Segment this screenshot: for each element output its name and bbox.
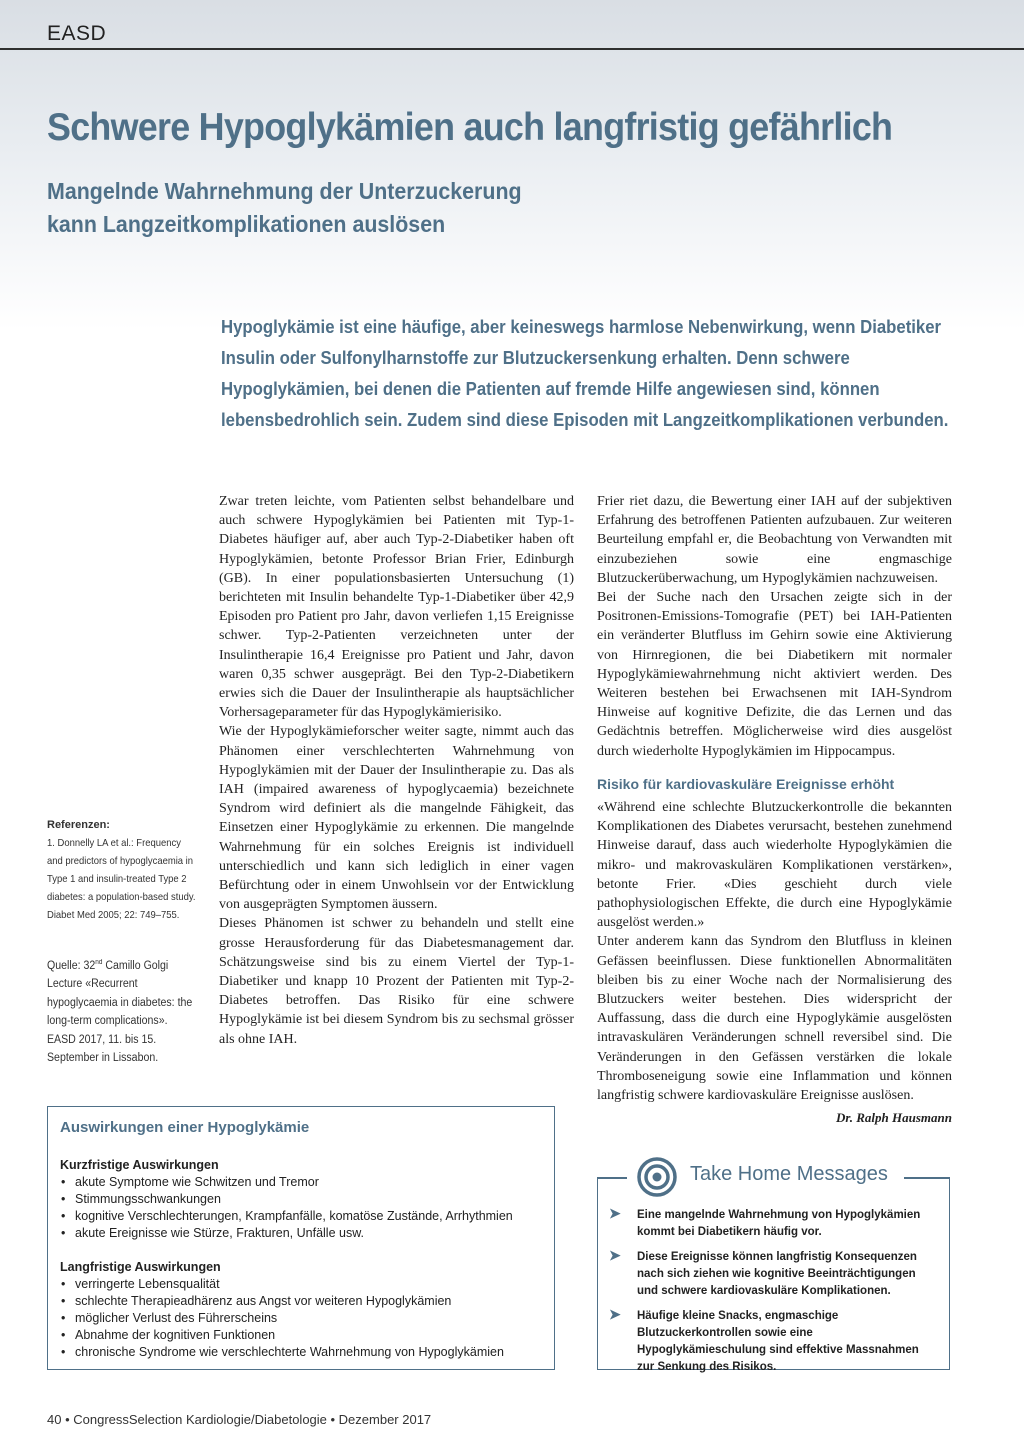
body-paragraph: Unter anderem kann das Syndrom den Blutfluss in kleinen Gefässen beeinflussen. Diese funktionellen Abnormalitäten bleiben bis zu einer Woche nach der Normalisierung des Blutzuckers weiter bestehen. Dies widerspricht der Auffassung, dass die durch eine Hypoglykämie ausgelösten intravaskulären Veränderungen schnell reversibel sind. Die Veränderungen in den Gefässen verstärken die lokale Thromboseneigung sowie eine Inflammation und können langfristig schwere kardiovaskuläre Ereignisse auslösen. <box>597 934 952 1104</box>
take-home-item <box>609 1308 939 1376</box>
short-term-list <box>60 1174 540 1242</box>
list-item: • akute Symptome wie Schwitzen und Tremor <box>60 1174 540 1191</box>
list-item: • akute Ereignisse wie Stürze, Frakturen, Unfälle usw. <box>60 1225 540 1242</box>
article-subtitle <box>47 175 642 241</box>
subtitle-line-1: Mangelnde Wahrnehmung der Unterzuckerung <box>47 178 522 204</box>
take-home-item <box>609 1249 939 1300</box>
section-subheading: Risiko für kardiovaskuläre Ereignisse erhöht <box>597 775 895 792</box>
body-paragraph: Dieses Phänomen ist schwer zu behandeln und stellt eine grosse Herausforderung für das Diabetesmanagement dar. Schätzungsweise sind bis zu einem Viertel der Typ-1-Diabetiker und knapp 10 Prozent der Patienten mit Typ-2-Diabetes betroffen. Das Risiko für eine schwere Hypoglykämie ist bei diesem Syndrom bis zu sechsmal grösser als ohne IAH. <box>219 916 574 1047</box>
references-sidebar <box>47 816 197 924</box>
reference-item: 1. Donnelly LA et al.: Frequency and predictors of hypoglycaemia in Type 1 and insulin-treated Type 2 diabetes: a population-based study. Diabet Med 2005; 22: 749–755. <box>47 837 196 921</box>
body-paragraph: Wie der Hypoglykämieforscher weiter sagte, nimmt auch das Phänomen einer verschlechterten Wahrnehmung von Hypoglykämien mit der Dauer der Insulintherapie zu. Das als IAH (impaired awareness of hypoglycaemia) bezeichnete Syndrom wird definiert als die mangelnde Fähigkeit, das Einsetzen einer Hypoglykämie zu erkennen. Die mangelnde Wahrnehmung für ein solches Ereignis ist individuell unterschiedlich und kann sich lediglich in einer vagen Befürchtung oder in einem Unwohlsein vor der Entwicklung von ausgeprägten Symptomen äussern. <box>219 724 574 913</box>
source-prefix: Quelle: 32 <box>47 959 96 972</box>
list-item: • möglicher Verlust des Führerscheins <box>60 1310 540 1327</box>
list-item: • schlechte Therapieadhärenz aus Angst vor weiteren Hypoglykämien <box>60 1293 540 1310</box>
body-paragraph: Bei der Suche nach den Ursachen zeigte sich in der Positronen-Emissions-Tomografie (PET) bei IAH-Patienten ein veränderter Blutfluss im Gehirn sowie eine Aktivierung von Hirnregionen, die bei Diabetikern mit normaler Hypoglykämiewahrnehmung nicht aktiviert werden. Des Weiteren bestehen bei Erwachsenen mit IAH-Syndrom Hinweise auf kognitive Defizite, die das Lernen und das Gedächtnis betreffen. Möglicherweise wird dies ausgelöst durch wiederholte Hypoglykämien im Hippocampus. <box>597 590 952 759</box>
article-title: Schwere Hypoglykämien auch langfristig gefährlich <box>47 106 893 149</box>
take-home-text: Häufige kleine Snacks, engmaschige Blutzuckerkontrollen sowie eine Hypoglykämieschulung sind effektive Massnahmen zur Senkung des Risikos. <box>637 1310 919 1373</box>
long-term-list <box>60 1276 540 1361</box>
list-item: • Stimmungsschwankungen <box>60 1191 540 1208</box>
list-item: • Abnahme der kognitiven Funktionen <box>60 1327 540 1344</box>
source-rest: Camillo Golgi Lecture «Recurrent hypoglycaemia in diabetes: the long-term complications». EASD 2017, 11. bis 15. September in Lissabon. <box>47 959 193 1065</box>
body-paragraph: «Während eine schlechte Blutzuckerkontrolle die bekannten Komplikationen des Diabetes verursacht, bestehen zunehmend Hinweise darauf, dass auch wiederholte Hypoglykämien die mikro- und makrovaskulären Komplikationen verstärken», betonte Frier. «Dies geschieht durch viele pathophysiologischen Effekte, die durch eine Hypoglykämie ausgelöst werden.» <box>597 800 952 931</box>
list-item: • chronische Syndrome wie verschlechterte Wahrnehmung von Hypoglykämien <box>60 1344 540 1361</box>
take-home-item <box>609 1207 939 1241</box>
body-paragraph: Frier riet dazu, die Bewertung einer IAH auf der subjektiven Erfahrung des betroffenen Patienten aufzubauen. Zur weiteren Beurteilung empfahl er, die Beobachtung von Verwandten mit einzubeziehen sowie eine engmaschige Blutzuckerüberwachung, um Hypoglykämien nachzuweisen. <box>597 494 952 586</box>
source-superscript: nd <box>95 959 103 966</box>
long-term-heading: Langfristige Auswirkungen <box>60 1260 221 1274</box>
page-footer: 40 • CongressSelection Kardiologie/Diabetologie • Dezember 2017 <box>47 1412 432 1427</box>
body-column-1 <box>219 492 574 1049</box>
subtitle-line-2: kann Langzeitkomplikationen auslösen <box>47 211 446 237</box>
take-home-box <box>597 1155 950 1373</box>
effects-box-title: Auswirkungen einer Hypoglykämie <box>60 1119 310 1136</box>
list-item: • kognitive Verschlechterungen, Krampfanfälle, komatöse Zustände, Arrhythmien <box>60 1208 540 1225</box>
lead-paragraph: Hypoglykämie ist eine häufige, aber keineswegs harmlose Nebenwirkung, wenn Diabetiker Insulin oder Sulfonylharnstoffe zur Blutzuckersenkung erhalten. Denn schwere Hypoglykämien, bei denen die Patienten auf fremde Hilfe angewiesen sind, können lebensbedrohlich sein. Zudem sind diese Episoden mit Langzeitkomplikationen verbunden. <box>221 317 949 430</box>
target-icon <box>637 1157 677 1197</box>
short-term-group <box>60 1157 540 1242</box>
author-byline: Dr. Ralph Hausmann <box>836 1110 952 1126</box>
arrow-icon: ➤ <box>609 1306 621 1322</box>
body-column-2 <box>597 492 952 1128</box>
header-rule <box>0 48 1024 50</box>
short-term-heading: Kurzfristige Auswirkungen <box>60 1158 219 1172</box>
list-item: • verringerte Lebensqualität <box>60 1276 540 1293</box>
body-paragraph: Zwar treten leichte, vom Patienten selbst behandelbare und auch schwere Hypoglykämien bei Patienten mit Typ-1-Diabetes häufiger auf, aber auch Typ-2-Diabetiker haben oft Hypoglykämien, betonte Professor Brian Frier, Edinburgh (GB). In einer populationsbasierten Untersuchung (1) berichteten mit Insulin behandelte Typ-1-Diabetiker über 42,9 Episoden pro Patient pro Jahr, davon verliefen 1,15 Ereignisse schwer. Typ-2-Patienten verzeichneten unter der Insulintherapie 16,4 Ereignisse pro Patient und Jahr, davon waren 0,35 schwer ausgeprägt. Bei den Typ-2-Diabetikern erwies sich die Dauer der Insulintherapie als hauptsächlicher Vorhersageparameter für das Hypoglykämierisiko. <box>219 494 574 721</box>
arrow-icon: ➤ <box>609 1247 621 1263</box>
take-home-title: Take Home Messages <box>690 1163 888 1185</box>
take-home-text: Diese Ereignisse können langfristig Konsequenzen nach sich ziehen wie kognitive Beeinträchtigungen und schwere kardiovaskuläre Komplikationen. <box>637 1251 917 1297</box>
take-home-rule-right <box>904 1177 950 1179</box>
effects-box <box>47 1106 555 1370</box>
long-term-group <box>60 1259 540 1361</box>
source-note <box>47 954 194 1068</box>
references-heading: Referenzen: <box>47 819 110 831</box>
take-home-text: Eine mangelnde Wahrnehmung von Hypoglykämien kommt bei Diabetikern häufig vor. <box>637 1209 921 1238</box>
section-tag: EASD <box>47 22 107 45</box>
take-home-rule-left <box>597 1177 627 1179</box>
arrow-icon: ➤ <box>609 1205 621 1221</box>
